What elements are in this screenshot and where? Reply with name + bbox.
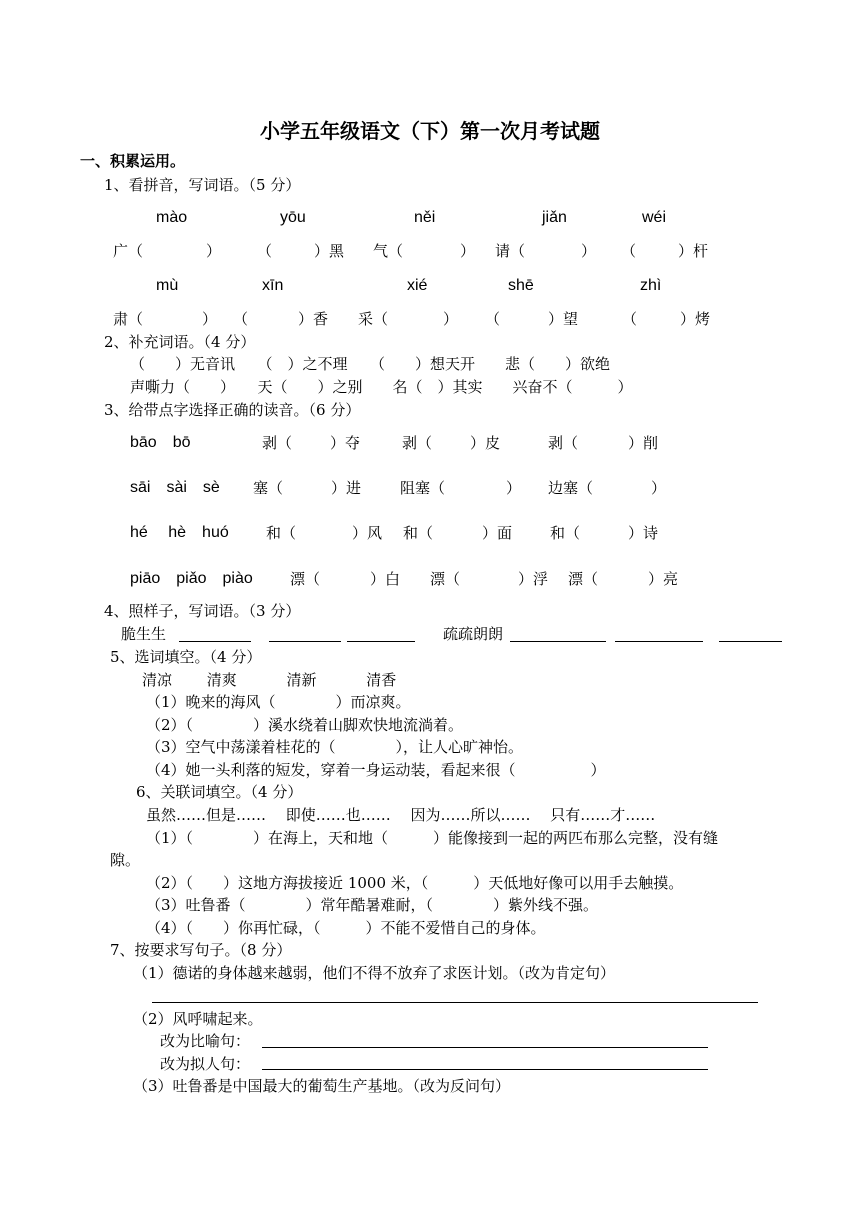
blank-word: ）烤 [680, 310, 711, 328]
blank-word: （ [485, 310, 501, 328]
pinyin: jiǎn [542, 209, 567, 226]
rewrite-label: 改为拟人句： [160, 1055, 251, 1073]
pinyin-options: piāo piǎo piào [130, 570, 253, 587]
blank-word: 边塞（ [548, 479, 594, 497]
pinyin: zhì [640, 277, 662, 294]
pinyin: shē [508, 277, 534, 294]
question-7-heading: 7、按要求写句子。（8 分） [110, 941, 292, 959]
fill-line: 声嘶力（ ） 天（ ）之别 名（ ）其实 兴奋不（ ） [130, 378, 633, 396]
fill-sentence: 隙。 [110, 851, 141, 869]
fill-sentence: （1）（ ）在海上，天和地（ ）能像接到一起的两匹布那么完整，没有缝 [146, 829, 719, 847]
question-5-heading: 5、选词填空。（4 分） [110, 648, 262, 666]
blank-word: 和（ [550, 524, 581, 542]
blank-word: ） [651, 479, 667, 497]
blank-word: ） [443, 310, 459, 328]
blank-word: 剥（ [548, 434, 579, 452]
blank-word: ）黑 [314, 242, 345, 260]
fill-sentence: （3）空气中荡漾着桂花的（ ），让人心旷神怡。 [146, 738, 524, 756]
pinyin-options: bāo bō [130, 434, 191, 451]
answer-line[interactable] [262, 1069, 708, 1070]
section-heading: 一、积累运用。 [80, 152, 186, 170]
blank-word: 广（ [113, 242, 144, 260]
blank-word: ）香 [298, 310, 329, 328]
blank-word: ）白 [370, 570, 401, 588]
blank-word: ）削 [628, 434, 659, 452]
blank-word: 漂（ [290, 570, 321, 588]
blank-word: 气（ [373, 242, 404, 260]
pinyin: xīn [262, 277, 284, 294]
pinyin: xié [407, 277, 428, 294]
blank-word: 采（ [358, 310, 389, 328]
blank-word: （ [233, 310, 249, 328]
answer-line[interactable] [152, 1002, 758, 1003]
answer-line[interactable] [347, 641, 415, 642]
blank-word: ） [581, 242, 597, 260]
blank-word: ）皮 [470, 434, 501, 452]
word-options: 清凉 清爽 清新 清香 [142, 671, 397, 689]
rewrite-task: （1）德诺的身体越来越弱，他们不得不放弃了求医计划。（改为肯定句） [133, 964, 616, 982]
pinyin: mào [156, 209, 188, 226]
pinyin-options: sāi sài sè [130, 479, 220, 496]
answer-line[interactable] [719, 641, 782, 642]
blank-word: ）望 [548, 310, 579, 328]
blank-word: ） [506, 479, 522, 497]
blank-word: ）诗 [628, 524, 659, 542]
blank-word: 塞（ [253, 479, 284, 497]
question-2-heading: 2、补充词语。（4 分） [104, 333, 256, 351]
blank-word: 漂（ [568, 570, 599, 588]
blank-word: ）杆 [678, 242, 709, 260]
fill-sentence: （2）（ ）这地方海拔接近 1000 米，（ ）天低地好像可以用手去触摸。 [146, 874, 684, 892]
pinyin: yōu [280, 209, 306, 226]
fill-sentence: （2）（ ）溪水绕着山脚欢快地流淌着。 [146, 716, 464, 734]
blank-word: 请（ [495, 242, 526, 260]
pinyin: wéi [642, 209, 667, 226]
question-3-heading: 3、给带点字选择正确的读音。（6 分） [104, 401, 361, 419]
blank-word: （ [621, 242, 637, 260]
blank-word: ） [206, 242, 222, 260]
question-4-heading: 4、照样子，写词语。（3 分） [104, 602, 301, 620]
blank-word: 阻塞（ [400, 479, 446, 497]
blank-word: 和（ [266, 524, 297, 542]
blank-word: 和（ [403, 524, 434, 542]
rewrite-task: （3）吐鲁番是中国最大的葡萄生产基地。（改为反问句） [133, 1077, 511, 1095]
blank-word: （ [257, 242, 273, 260]
blank-word: 漂（ [430, 570, 461, 588]
fill-sentence: （4）她一头利落的短发，穿着一身运动装，看起来很（ ） [146, 761, 606, 779]
question-1-heading: 1、看拼音，写词语。（5 分） [104, 176, 301, 194]
answer-line[interactable] [179, 641, 251, 642]
question-6-heading: 6、关联词填空。（4 分） [136, 783, 303, 801]
answer-line[interactable] [615, 641, 703, 642]
blank-word: ）进 [331, 479, 362, 497]
rewrite-task: （2）风呼啸起来。 [133, 1010, 263, 1028]
example-word: 脆生生 [121, 625, 167, 643]
blank-word: ）亮 [648, 570, 679, 588]
fill-line: （ ）无音讯 （ ）之不理 （ ）想天开 悲（ ）欲绝 [130, 355, 611, 373]
blank-word: ） [460, 242, 476, 260]
word-options: 虽然……但是…… 即使……也…… 因为……所以…… 只有……才…… [146, 806, 656, 824]
blank-word: 剥（ [402, 434, 433, 452]
blank-word: 剥（ [262, 434, 293, 452]
answer-line[interactable] [262, 1047, 708, 1048]
blank-word: 肃（ [113, 310, 144, 328]
fill-sentence: （1）晚来的海风（ ）而凉爽。 [146, 693, 411, 711]
blank-word: ）风 [352, 524, 383, 542]
page-title: 小学五年级语文（下）第一次月考试题 [260, 119, 600, 143]
rewrite-label: 改为比喻句： [160, 1032, 251, 1050]
blank-word: ）面 [482, 524, 513, 542]
answer-line[interactable] [510, 641, 606, 642]
blank-word: ）浮 [518, 570, 549, 588]
pinyin-options: hé hè huó [130, 524, 229, 541]
answer-line[interactable] [269, 641, 341, 642]
pinyin: mù [156, 277, 179, 294]
blank-word: ） [202, 310, 218, 328]
fill-sentence: （4）（ ）你再忙碌，（ ）不能不爱惜自己的身体。 [146, 919, 546, 937]
example-word: 疏疏朗朗 [443, 625, 504, 643]
blank-word: （ [622, 310, 638, 328]
pinyin: něi [414, 209, 436, 226]
blank-word: ）夺 [330, 434, 361, 452]
fill-sentence: （3）吐鲁番（ ）常年酷暑难耐，（ ）紫外线不强。 [146, 896, 599, 914]
